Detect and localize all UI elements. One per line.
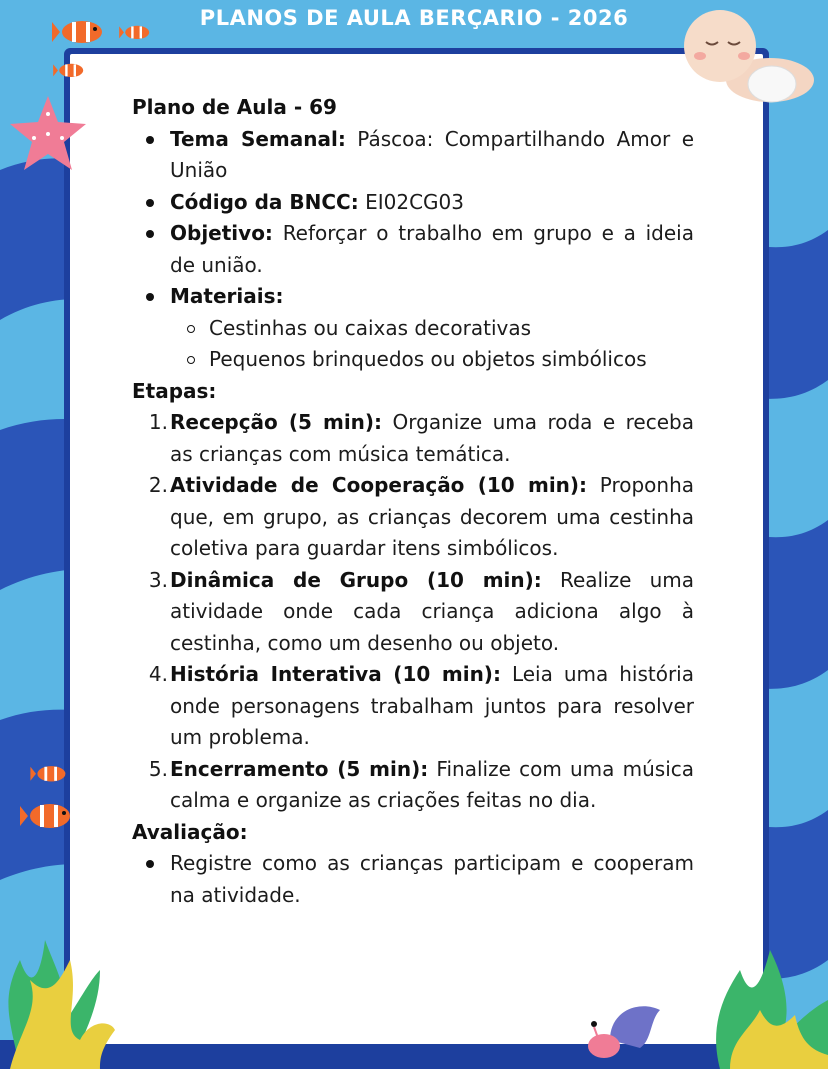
steps-title: Etapas: [132,378,217,403]
theme-text: Páscoa: Compartilhando Amor e União [170,126,694,182]
evaluation-list [132,848,694,911]
list-item: Registre como as crianças participam e cooperam na atividade. [132,848,694,911]
list-item [132,754,694,817]
step-label: Atividade de Cooperação (10 min): [170,473,588,497]
evaluation-title: Avaliação: [132,819,248,844]
plan-title: Plano de Aula - 69 [132,95,337,119]
header-title: PLANOS DE AULA BERÇARIO - 2026 [199,6,629,30]
list-item [132,281,694,313]
list-item [132,565,694,660]
step-text: Leia uma história onde personagens trabalham juntos para resolver um problema. [170,662,694,749]
step-number: 2. [148,473,168,497]
step-label: Dinâmica de Grupo (10 min): [170,567,542,592]
materials-list [132,313,694,376]
step-text: Realize uma atividade onde cada criança adiciona algo à cestinha, como um desenho ou objeto. [170,567,694,655]
step-text: Finalize com uma música calma e organize as criações feitas no dia. [170,756,694,812]
step-text: Organize uma roda e receba as crianças com música temática. [170,410,694,466]
list-item [132,470,694,565]
step-text: Proponha que, em grupo, as crianças decorem uma cestinha coletiva para guardar itens simbólicos. [170,473,695,560]
step-number: 3. [148,567,168,592]
list-item: Pequenos brinquedos ou objetos simbólicos [132,344,694,376]
materials-label: Materiais: [170,284,284,308]
list-item [132,407,694,470]
step-label: História Interativa (10 min): [170,662,501,686]
bncc-label: Código da BNCC: [170,189,359,214]
list-item [132,187,694,219]
step-label: Recepção (5 min): [170,410,383,434]
step-number: 5. [148,756,168,781]
objective-text: Reforçar o trabalho em grupo e a ideia de união. [170,221,694,277]
list-item: Cestinhas ou caixas decorativas [132,313,694,345]
objective-label: Objetivo: [170,221,273,245]
lesson-plan-content [132,92,694,911]
steps-list [132,407,694,817]
step-number: 4. [148,662,168,686]
list-item [132,659,694,754]
page-header [0,0,828,42]
step-number: 1. [148,410,168,434]
lesson-plan-card [70,54,763,1044]
list-item [132,124,694,187]
plan-info-list [132,124,694,313]
list-item [132,218,694,281]
bncc-text: EI02CG03 [358,189,464,214]
theme-label: Tema Semanal: [170,126,346,151]
step-label: Encerramento (5 min): [170,756,429,781]
